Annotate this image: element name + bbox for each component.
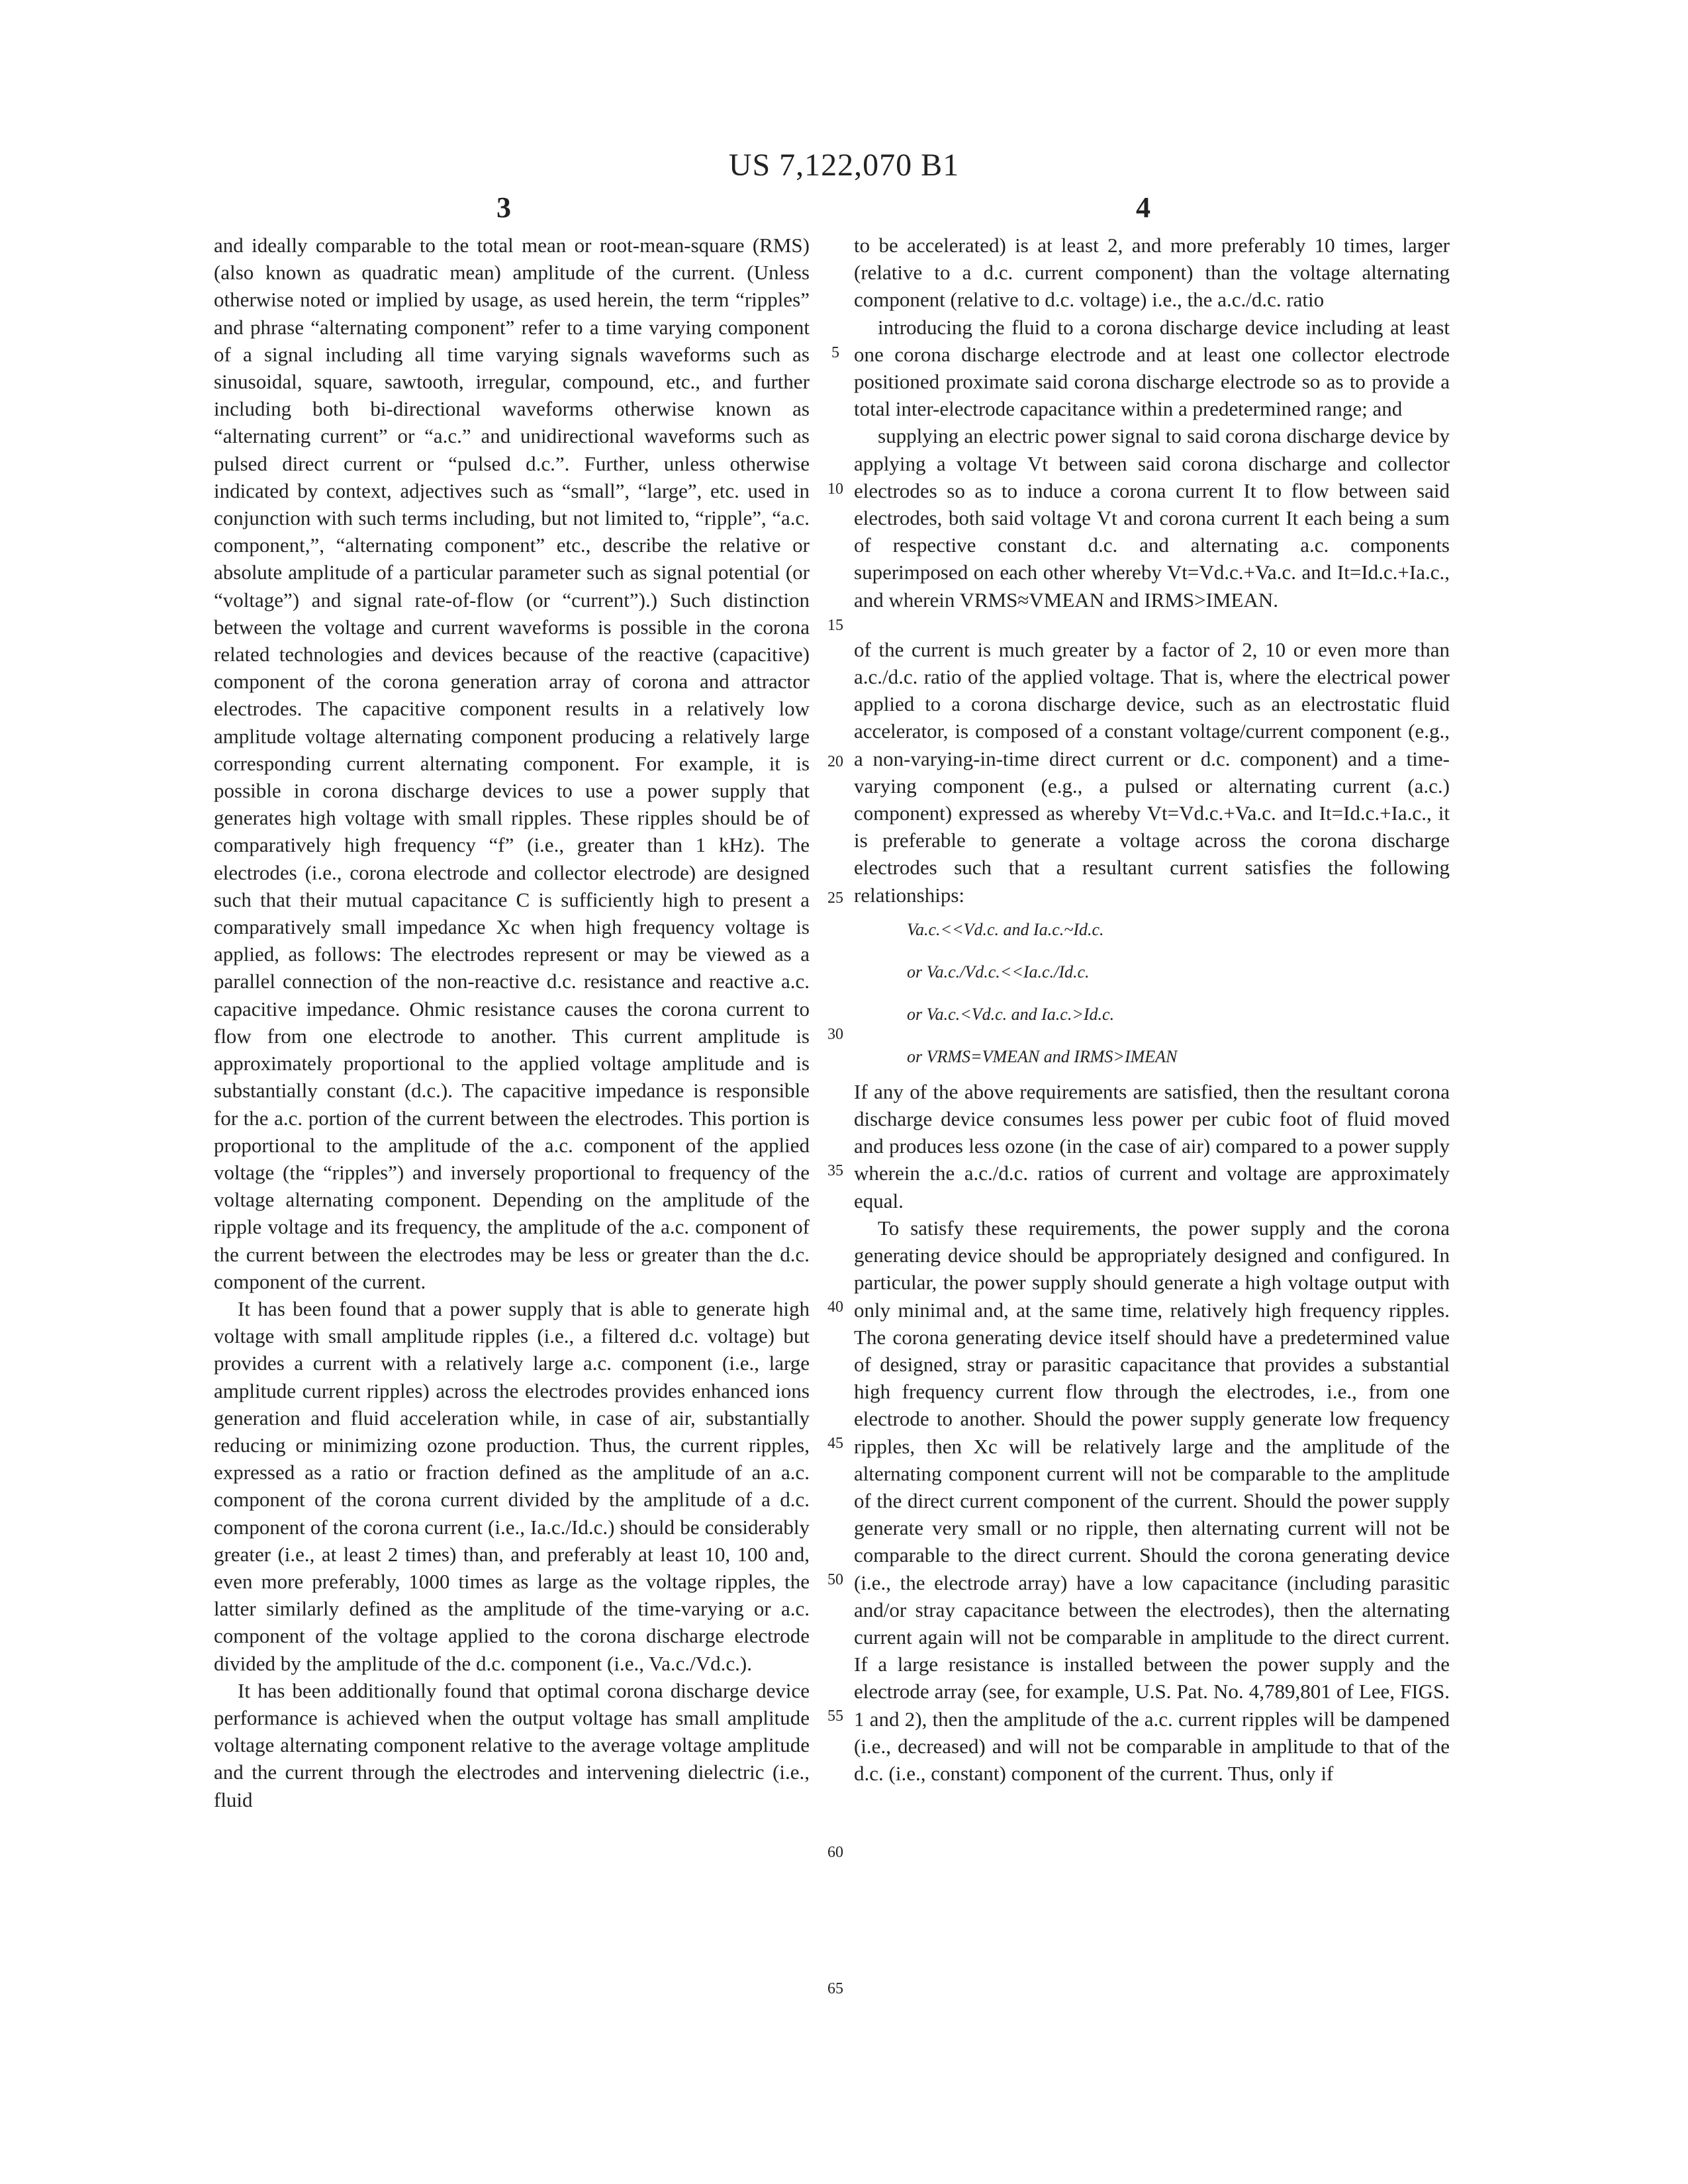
line-number-55: 55 bbox=[827, 1707, 843, 1725]
line-number-45: 45 bbox=[827, 1435, 843, 1452]
left-paragraph-3: It has been additionally found that optimal corona discharge device performance is achieved when the output voltage has small amplitude voltage alternating component relative to the average voltage amplitude and the current through the electrodes and intervening dielectric (i.e., fluid bbox=[214, 1678, 810, 1811]
right-step-introducing: introducing the fluid to a corona discharge device including at least one corona discharge electrode and at least one collector electrode positioned proximate said corona discharge electrode so as to provide a total inter-electrode capacitance within a predetermined range; and bbox=[854, 315, 1450, 421]
formula-1: Va.c.<<Vd.c. and Ia.c.~Id.c. bbox=[907, 919, 1104, 939]
right-paragraph-requirements: To satisfy these requirements, the power supply and the corona generating device should be appropriately designed and configured. In particular, the power supply should generate a high voltage output with only minimal and, at the same time, relatively high frequency ripples. The corona generating device itself should have a predetermined value of designed, stray or parasitic capacitance that provides a substantial high frequency current flow through the electrodes, i.e., from one electrode to another. Should the power supply generate low frequency ripples, then Xc will be relatively large and the amplitude of the alternating component current will not be comparable to the amplitude of the direct current component of the current. Should the power supply generate very small or no ripple, then alternating current will not be comparable to the direct current. Should the corona generating device (i.e., the electrode array) have a low capacitance (including parasitic and/or stray capacitance between the electrodes), then the alternating current again will not be comparable in amplitude to the direct current. If a large resistance is installed between the power supply and the electrode array (see, for example, U.S. Pat. No. 4,789,801 of Lee, FIGS. 1 and 2), then the amplitude of the a.c. current ripples will be dampened (i.e., decreased) and will not be comparable in amplitude to that of the d.c. (i.e., constant) component of the current. Thus, only if bbox=[854, 1216, 1450, 1785]
line-number-60: 60 bbox=[827, 1844, 843, 1861]
formula-3: or Va.c.<Vd.c. and Ia.c.>Id.c. bbox=[907, 1004, 1115, 1024]
line-number-40: 40 bbox=[827, 1298, 843, 1316]
left-column-number: 3 bbox=[496, 191, 511, 224]
left-paragraph-1: and ideally comparable to the total mean or root-mean-square (RMS) (also known as quadratic mean) amplitude of the current. (Unless otherwise noted or implied by usage, as used herein, the term “ripples” and phrase “alternating component” refer to a time varying component of a signal including all time varying signals waveforms such as sinusoidal, square, sawtooth, irregular, compound, etc., and further including both bi-directional waveforms otherwise known as “alternating current” or “a.c.” and unidirectional waveforms such as pulsed direct current or “pulsed d.c.”. Further, unless otherwise indicated by context, adjectives such as “small”, “large”, etc. used in conjunction with such terms including, but not limited to, “ripple”, “a.c. component,”, “alternating component” etc., describe the relative or absolute amplitude of a particular parameter such as signal potential (or “voltage”) and signal rate-of-flow (or “current”).) Such distinction between the voltage and current waveforms is possible in the corona related technologies and devices because of the reactive (capacitive) component of the corona generation array of corona and attractor electrodes. The capacitive component results in a relatively low amplitude voltage alternating component producing a relatively large corresponding current alternating component. For example, it is possible in corona discharge devices to use a power supply that generates high voltage with small ripples. These ripples should be of comparatively high frequency “f” (i.e., greater than 1 kHz). The electrodes (i.e., corona electrode and collector electrode) are designed such that their mutual capacitance C is sufficiently high to present a comparatively small impedance Xc when high frequency voltage is applied, as follows: The electrodes represent or may be viewed as a parallel connection of the non-reactive d.c. resistance and reactive a.c. capacitive impedance. Ohmic resistance causes the corona current to flow from one electrode to another. This current amplitude is approximately proportional to the applied voltage amplitude and is substantially constant (d.c.). The capacitive impedance is responsible for the a.c. portion of the current between the electrodes. This portion is proportional to the amplitude of the a.c. component of the applied voltage (the “ripples”) and inversely proportional to frequency of the voltage alternating component. Depending on the amplitude of the ripple voltage and its frequency, the amplitude of the a.c. component of the current between the electrodes may be less or greater than the d.c. component of the current. bbox=[214, 234, 810, 1293]
right-paragraph-ratio: of the current is much greater by a factor of 2, 10 or even more than a.c./d.c. ratio of the applied voltage. That is, where the electrical power applied to a corona discharge device, such as an electrostatic fluid accelerator, is composed of a constant voltage/current component (e.g., a non-varying-in-time direct current or d.c. component) and a time-varying component (e.g., a pulsed or alternating current (a.c.) component) expressed as whereby Vt=Vd.c.+Va.c. and It=Id.c.+Ia.c., it is preferable to generate a voltage across the corona discharge electrodes such that a resultant current satisfies the following relationships: bbox=[854, 637, 1450, 907]
line-number-50: 50 bbox=[827, 1571, 843, 1588]
line-number-35: 35 bbox=[827, 1162, 843, 1179]
line-number-25: 25 bbox=[827, 889, 843, 907]
patent-number: US 7,122,070 B1 bbox=[728, 148, 960, 183]
line-number-10: 10 bbox=[827, 480, 843, 498]
line-number-65: 65 bbox=[827, 1980, 843, 1997]
formula-2: or Va.c./Vd.c.<<Ia.c./Id.c. bbox=[907, 962, 1090, 981]
right-column-number: 4 bbox=[1136, 191, 1150, 224]
line-number-5: 5 bbox=[831, 344, 839, 361]
right-column bbox=[854, 232, 1450, 1787]
formula-4: or VRMS=VMEAN and IRMS>IMEAN bbox=[907, 1046, 1178, 1066]
line-number-20: 20 bbox=[827, 753, 843, 770]
right-step-supplying: supplying an electric power signal to said corona discharge device by applying a voltage Vt between said corona discharge and collector electrodes so as to induce a corona current It to flow between said electrodes, both said voltage Vt and corona current It each being a sum of respective constant d.c. and alternating a.c. components superimposed on each other whereby Vt=Vd.c.+Va.c. and It=Id.c.+Ia.c., and wherein VRMS≈VMEAN and IRMS>IMEAN. bbox=[854, 424, 1450, 612]
line-number-30: 30 bbox=[827, 1026, 843, 1043]
left-column bbox=[214, 232, 810, 1813]
line-number-15: 15 bbox=[827, 617, 843, 634]
right-paragraph-result: If any of the above requirements are satisfied, then the resultant corona discharge device consumes less power per cubic foot of fluid moved and produces less ozone (in the case of air) compared to a power supply wherein the a.c./d.c. ratios of current and voltage are approximately equal. bbox=[854, 1079, 1450, 1212]
left-paragraph-2: It has been found that a power supply that is able to generate high voltage with small amplitude ripples (i.e., a filtered d.c. voltage) but provides a current with a relatively large a.c. component (i.e., large amplitude current ripples) across the electrodes provides enhanced ions generation and fluid acceleration while, in case of air, substantially reducing or minimizing ozone production. Thus, the current ripples, expressed as a ratio or fraction defined as the amplitude of an a.c. component of the corona current divided by the amplitude of a d.c. component of the corona current (i.e., Ia.c./Id.c.) should be considerably greater (i.e., at least 2 times) than, and preferably at least 10, 100 and, even more preferably, 1000 times as large as the voltage ripples, the latter similarly defined as the amplitude of the time-varying or a.c. component of the voltage applied to the corona discharge electrode divided by the amplitude of the d.c. component (i.e., Va.c./Vd.c.). bbox=[214, 1297, 810, 1675]
right-paragraph-1: to be accelerated) is at least 2, and more preferably 10 times, larger (relative to a d.c. current component) than the voltage alternating component (relative to d.c. voltage) i.e., the a.c./d.c. ratio bbox=[854, 234, 1450, 312]
